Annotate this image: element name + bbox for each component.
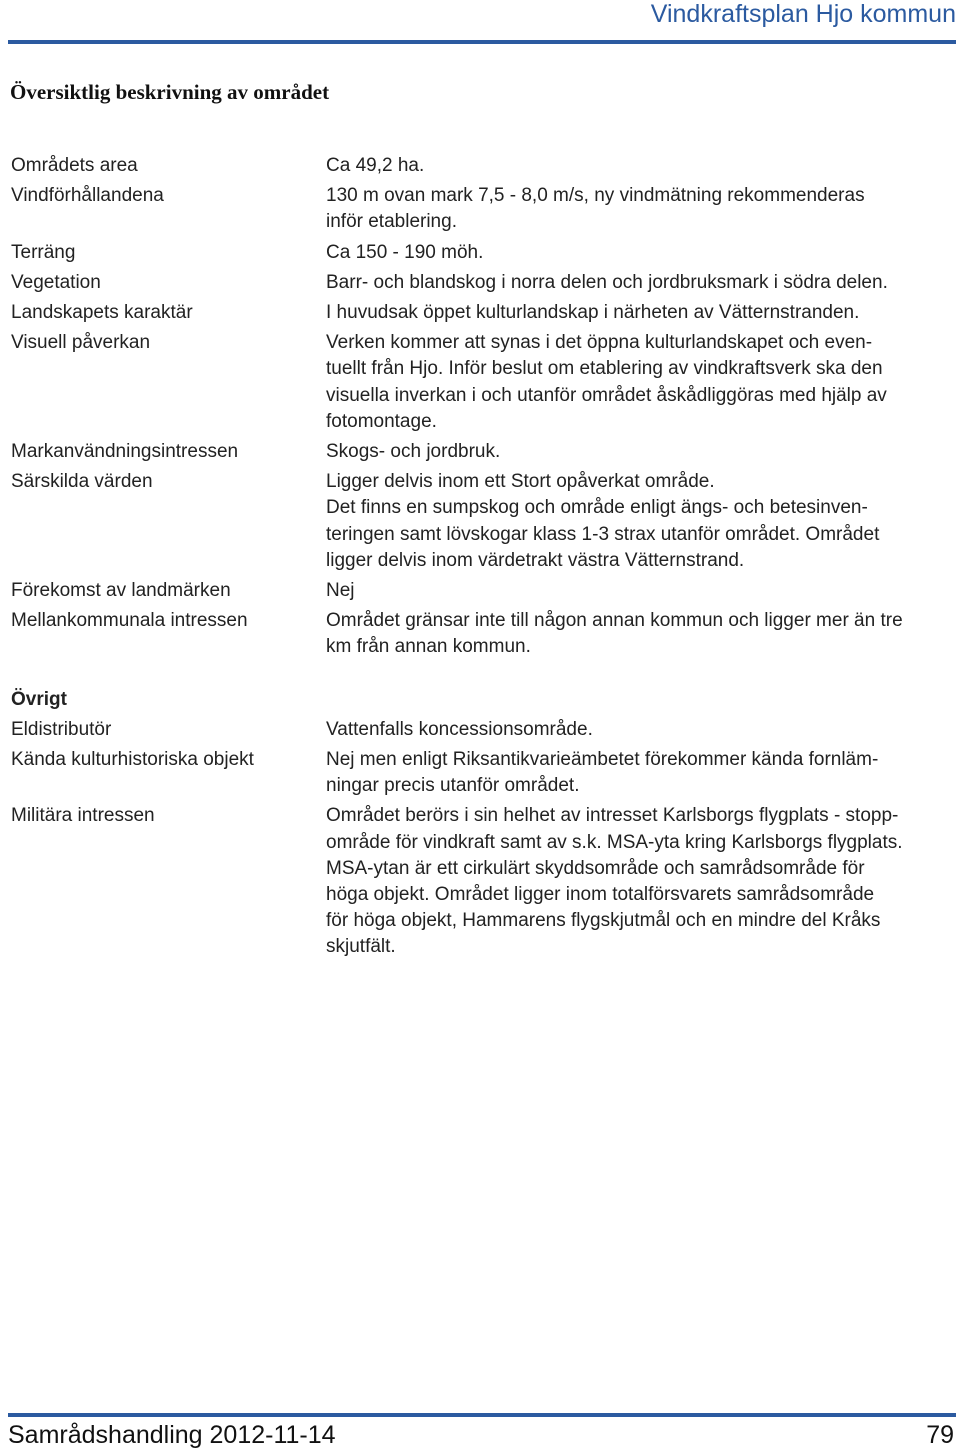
other-info-rows [11, 717, 951, 961]
row-value-line: Barr- och blandskog i norra delen och jordbruksmark i södra delen. [326, 271, 888, 293]
header-divider [8, 40, 956, 44]
row-value [326, 469, 951, 574]
info-row [11, 608, 951, 660]
info-row [11, 153, 951, 179]
row-value [326, 608, 951, 660]
row-label: Kända kulturhistoriska objekt [11, 749, 254, 771]
row-value-line: Området gränsar inte till någon annan kommun och ligger mer än tre [326, 610, 903, 632]
other-heading-row [11, 687, 951, 713]
row-value-line: Ca 150 - 190 möh. [326, 241, 484, 263]
row-value-line: teringen samt lövskogar klass 1-3 strax utanför området. Området [326, 523, 880, 545]
info-row [11, 717, 951, 743]
row-value [326, 240, 951, 266]
info-row [11, 803, 951, 960]
row-value [326, 747, 951, 799]
row-value-line: ningar precis utanför området. [326, 775, 580, 797]
row-value [326, 578, 951, 604]
row-value-line: Ca 49,2 ha. [326, 155, 425, 176]
row-label: Terräng [11, 241, 76, 263]
footer-document-status: Samrådshandling 2012-11-14 [8, 1421, 336, 1449]
info-row [11, 747, 951, 799]
row-label: Markanvändningsintressen [11, 441, 239, 463]
info-row [11, 240, 951, 266]
row-value-line: för höga objekt, Hammarens flygskjutmål och en mindre del Kråks [326, 910, 881, 932]
info-rows [11, 153, 951, 661]
info-row [11, 578, 951, 604]
info-row [11, 270, 951, 296]
row-value-line: Nej [326, 580, 355, 602]
row-label: Landskapets karaktär [11, 302, 193, 324]
row-value-line: Ligger delvis inom ett Stort opåverkat område. [326, 471, 715, 493]
row-value [326, 803, 951, 960]
section-title: Översiktlig beskrivning av området [10, 80, 330, 104]
info-row [11, 183, 951, 235]
row-value-line: ligger delvis inom värdetrakt västra Vätternstrand. [326, 549, 745, 571]
row-label: Särskilda värden [11, 471, 153, 493]
other-heading: Övrigt [11, 688, 67, 710]
page-number: 79 [926, 1421, 954, 1449]
row-value-line: skjutfält. [326, 936, 396, 958]
row-value-line: Nej men enligt Riksantikvarieämbetet förekommer kända fornläm- [326, 749, 879, 771]
row-label: Vegetation [11, 271, 101, 293]
row-value-line: visuella inverkan i och utanför området åskådliggöras med hjälp av [326, 384, 887, 406]
row-value [326, 439, 951, 465]
row-label: Vindförhållandena [11, 185, 164, 207]
row-label: Områdets area [11, 155, 138, 176]
row-value [326, 330, 951, 435]
row-value [326, 300, 951, 326]
row-value-line: Vattenfalls koncessionsområde. [326, 718, 593, 740]
info-table [11, 153, 951, 965]
info-row [11, 300, 951, 326]
row-value-line: Skogs- och jordbruk. [326, 441, 501, 463]
row-value-line: höga objekt. Området ligger inom totalförsvarets samrådsområde [326, 884, 875, 906]
row-value [326, 717, 951, 743]
info-row [11, 439, 951, 465]
row-value-line: MSA-ytan är ett cirkulärt skyddsområde och samrådsområde för [326, 857, 865, 879]
info-row [11, 330, 951, 435]
row-value [326, 270, 951, 296]
row-label: Eldistributör [11, 718, 112, 740]
row-value [326, 183, 951, 235]
row-value-line: km från annan kommun. [326, 636, 531, 658]
row-label: Mellankommunala intressen [11, 610, 248, 632]
row-value-line: Det finns en sumpskog och område enligt ängs- och betesinven- [326, 497, 868, 519]
row-value [326, 153, 951, 179]
row-label: Förekomst av landmärken [11, 580, 231, 602]
row-label: Militära intressen [11, 805, 155, 827]
row-label: Visuell påverkan [11, 332, 151, 354]
document-header-title: Vindkraftsplan Hjo kommun [650, 0, 956, 28]
row-value-line: I huvudsak öppet kulturlandskap i närheten av Vätternstranden. [326, 302, 860, 324]
row-value-line: tuellt från Hjo. Inför beslut om etablering av vindkraftsverk ska den [326, 358, 883, 380]
info-row [11, 469, 951, 574]
row-value-line: fotomontage. [326, 410, 437, 432]
row-value-line: inför etablering. [326, 211, 457, 233]
footer-divider [8, 1413, 956, 1417]
row-value-line: Verken kommer att synas i det öppna kulturlandskapet och even- [326, 332, 873, 354]
row-value-line: 130 m ovan mark 7,5 - 8,0 m/s, ny vindmätning rekommenderas [326, 185, 865, 207]
row-value-line: Området berörs i sin helhet av intresset Karlsborgs flygplats - stopp- [326, 805, 899, 827]
row-value-line: område för vindkraft samt av s.k. MSA-yta kring Karlsborgs flygplats. [326, 831, 903, 853]
